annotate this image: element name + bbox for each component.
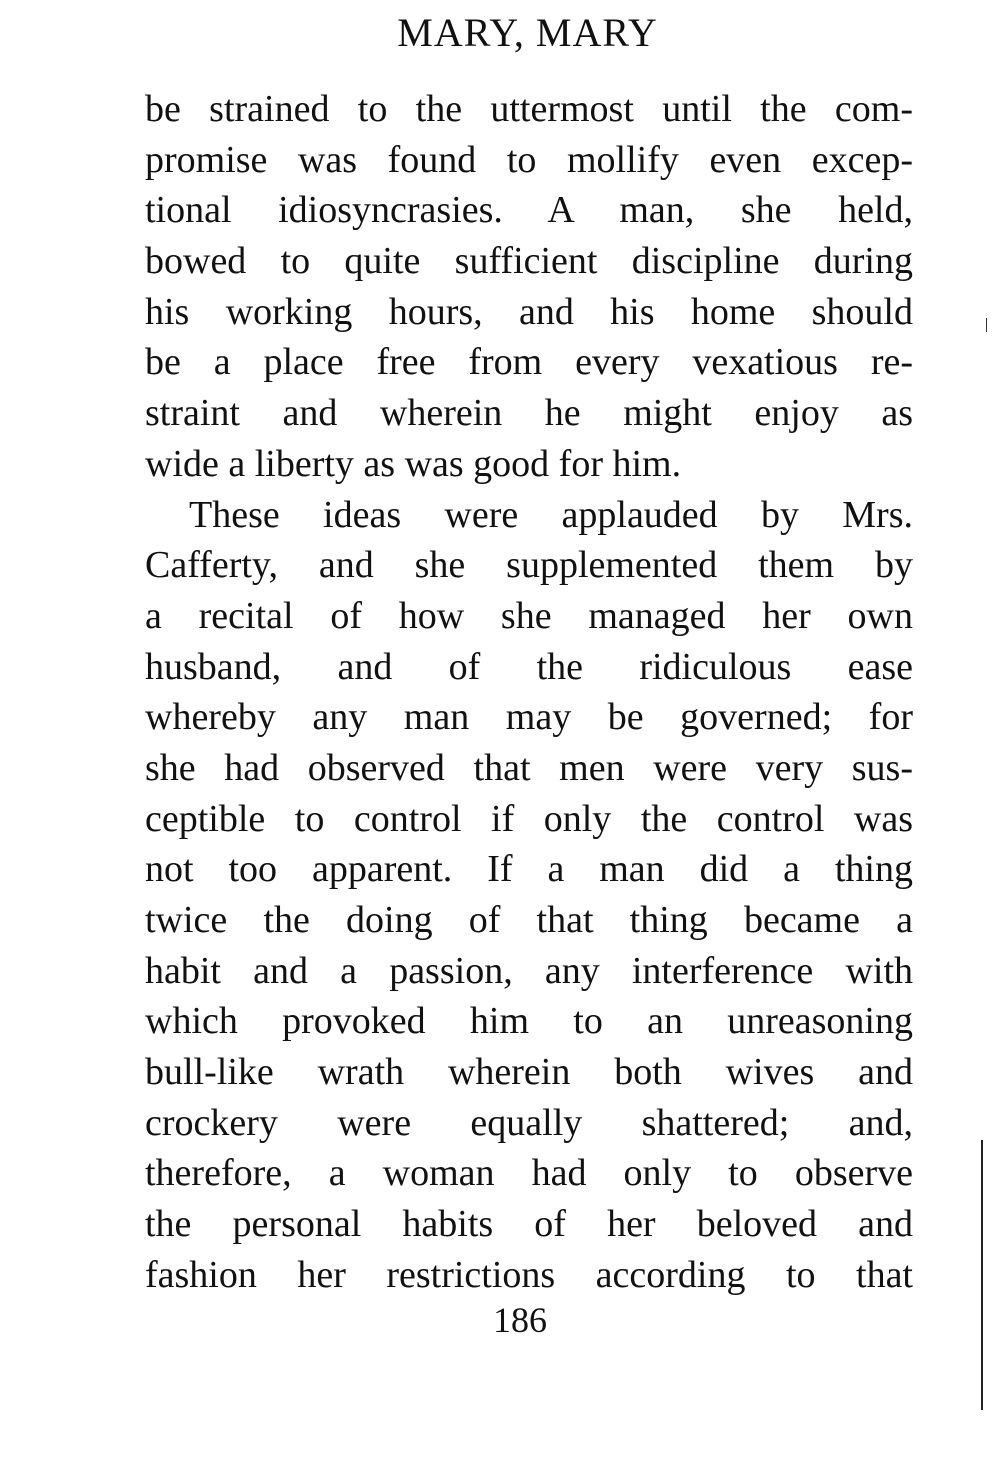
text-line: whereby any man may be governed; for (145, 696, 913, 739)
scan-edge-line (981, 1140, 983, 1410)
text-line: be strained to the uttermost until the com- (145, 88, 913, 130)
text-line: bull-like wrath wherein both wives and (145, 1051, 913, 1094)
text-line: Cafferty, and she supplemented them by (145, 544, 913, 587)
text-line: promise was found to mollify even excep- (145, 138, 913, 181)
text-line: a recital of how she managed her own (145, 594, 913, 637)
text-line: which provoked him to an unreasoning (145, 1000, 913, 1043)
text-line: fashion her restrictions according to that (145, 1253, 913, 1296)
running-head: MARY, MARY (397, 10, 658, 55)
text-line: therefore, a woman had only to observe (145, 1152, 913, 1195)
text-line: wide a liberty as was good for him. (145, 442, 682, 485)
page-number: 186 (493, 1300, 547, 1340)
text-line: twice the doing of that thing became a (145, 899, 913, 941)
text-line: ceptible to control if only the control was (145, 797, 913, 840)
text-line: straint and wherein he might enjoy as (145, 392, 913, 435)
text-line: crockery were equally shattered; and, (145, 1101, 913, 1144)
text-line: husband, and of the ridiculous ease (145, 645, 913, 688)
text-line: be a place free from every vexatious re- (145, 341, 913, 384)
text-line: These ideas were applauded by Mrs. (189, 493, 913, 536)
body-text (145, 84, 913, 1301)
text-line: not too apparent. If a man did a thing (145, 848, 913, 891)
text-line: bowed to quite sufficient discipline during (145, 240, 913, 283)
text-line: his working hours, and his home should (145, 290, 913, 333)
text-line: the personal habits of her beloved and (145, 1203, 913, 1246)
scan-edge-mark (986, 318, 987, 332)
text-line: tional idiosyncrasies. A man, she held, (145, 189, 913, 232)
text-line: habit and a passion, any interference with (145, 949, 913, 992)
text-line: she had observed that men were very sus- (145, 746, 913, 789)
